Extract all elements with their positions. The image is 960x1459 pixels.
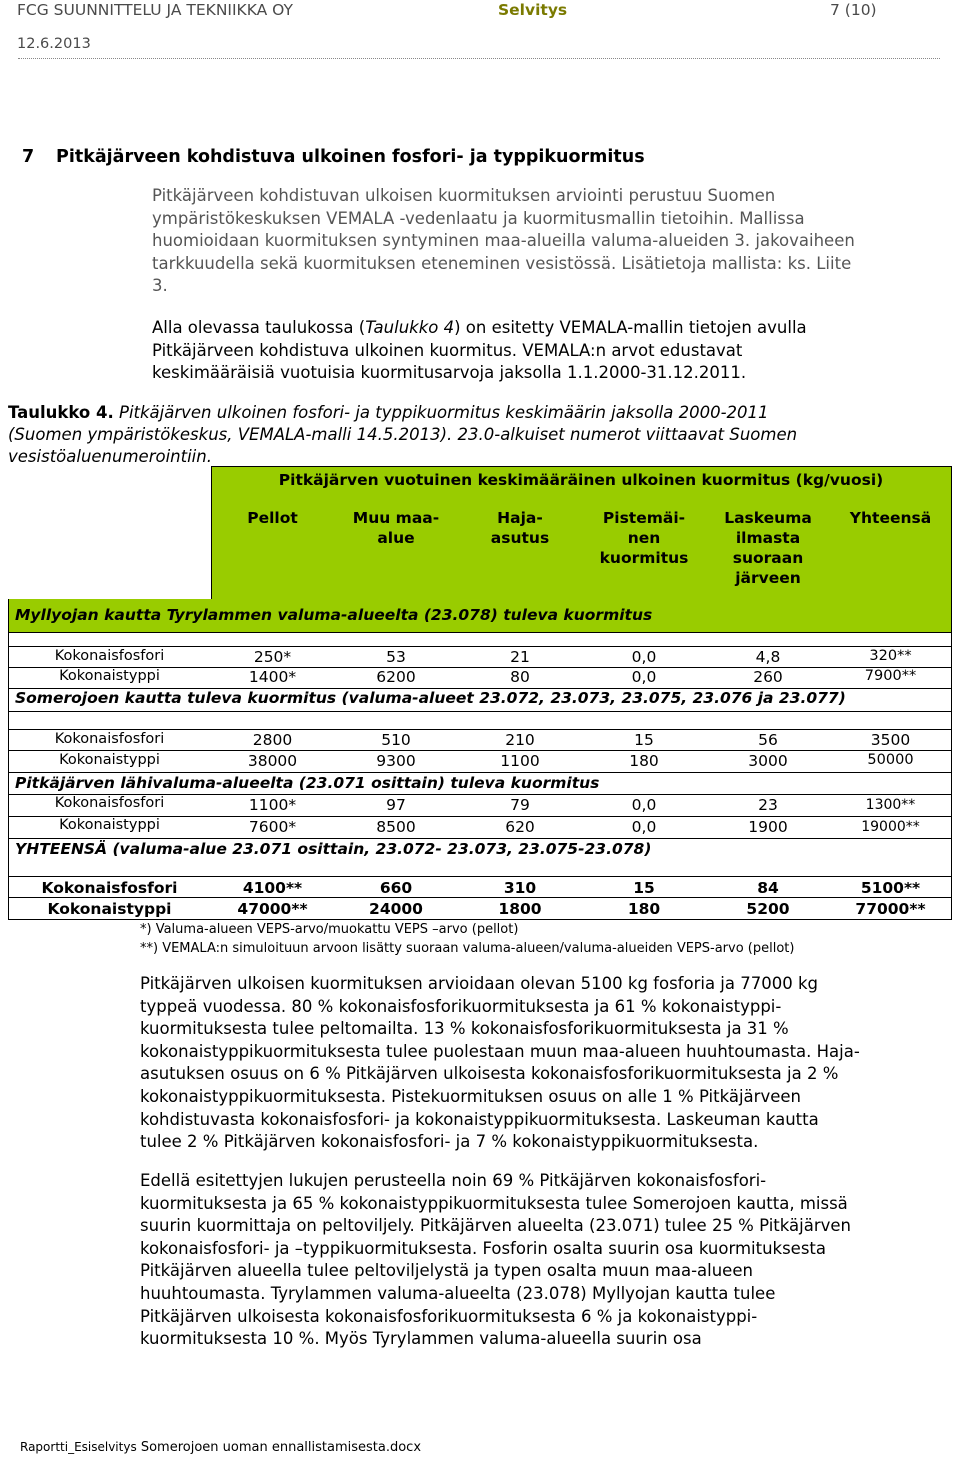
value-cell: 4100** (242, 879, 303, 897)
para3-line: kokonaistyppikuormituksesta tulee puolestaan muun maa-alueen huuhtoumasta. Haja- (140, 1041, 860, 1061)
value-cell: 1800 (498, 900, 542, 918)
value-cell: 9300 (376, 752, 416, 770)
section-number: 7 (22, 147, 35, 167)
intro-line: 3. (152, 276, 168, 295)
value-cell: 180 (629, 752, 659, 770)
footer-rest: Somerojoen uoman ennallistamisesta.docx (136, 1440, 422, 1455)
para3-line: kohdistuvasta kokonaisfosfori- ja kokonaistyppikuormituksesta. Laskeuman kautta (140, 1109, 819, 1129)
section-title: Pitkäjärveen kohdistuva ulkoinen fosfori- ja typpikuormitus (56, 147, 645, 167)
column-header-muu-maa-alue: Muu maa- alue (352, 509, 440, 547)
value-cell: 4,8 (755, 648, 781, 666)
header-company: FCG SUUNNITTELU JA TEKNIIKKA OY (17, 1, 293, 19)
intro-line: ympäristökeskuksen VEMALA -vedenlaatu ja kuormitusmallin tietoihin. Mallissa (152, 208, 805, 228)
footnote: *) Valuma-alueen VEPS-arvo/muokattu VEPS –arvo (pellot) (140, 922, 519, 937)
table-rule (8, 632, 952, 633)
footnote: **) VEMALA:n simuloituun arvoon lisätty suoraan valuma-alueen/valuma-alueiden VEPS-arvo (pellot) (140, 941, 795, 956)
table-rule (8, 897, 952, 898)
para2-text: Alla olevassa taulukossa ( (152, 318, 366, 337)
value-cell: 77000** (855, 900, 926, 918)
intro-paragraph (152, 185, 942, 298)
para3-line: typpeä vuodessa. 80 % kokonaisfosforikuormituksesta ja 61 % kokonaistyppi- (140, 996, 782, 1016)
para3-line: kuormituksesta tulee peltomailta. 13 % kokonaisfosforikuormituksesta ja 31 % (140, 1019, 789, 1039)
row-label: Kokonaisfosfori (54, 648, 165, 664)
row-label: Kokonaistyppi (59, 817, 160, 833)
row-label: Kokonaistyppi (47, 900, 172, 918)
table-rule (8, 772, 952, 773)
caption-text: vesistöaluenumerointiin. (8, 447, 212, 466)
value-cell: 1100* (248, 796, 297, 814)
table-rule (8, 711, 952, 712)
para4-line: Edellä esitettyjen lukujen perusteella noin 69 % Pitkäjärven kokonaisfosfori- (140, 1171, 767, 1190)
para4-line: suurin kuormittaja on peltoviljely. Pitkäjärven alueelta (23.071) tulee 25 % Pitkäjärven (140, 1216, 851, 1236)
value-cell: 38000 (247, 752, 298, 770)
para2-line: keskimääräisiä vuotuisia kuormitusarvoja jaksolla 1.1.2000-31.12.2011. (152, 363, 747, 382)
intro-line: huomioidaan kuormituksen syntyminen maa-alueilla valuma-alueiden 3. jakovaiheen (152, 231, 855, 250)
header-page-number: 7 (10) (830, 1, 877, 19)
caption-text: (Suomen ympäristökeskus, VEMALA-malli 14.5.2013). 23.0-alkuiset numerot viittaavat Suomen (8, 425, 798, 444)
section-heading-lahivaluma: Pitkäjärven lähivaluma-alueelta (23.071 osittain) tuleva kuormitus (15, 774, 600, 792)
column-header-laskeuma: Laskeuma ilmasta suoraan järveen (724, 509, 812, 587)
value-cell: 19000** (861, 819, 920, 835)
value-cell: 1300** (865, 797, 916, 813)
para4-line: kuormituksesta 10 %. Myös Tyrylammen valuma-alueella suurin osa (140, 1329, 702, 1349)
table-border (951, 466, 952, 920)
para4-line: Pitkäjärven ulkoisesta kokonaisfosforikuormituksesta 6 % ja kokonaistyppi- (140, 1306, 758, 1326)
column-header-pellot: Pellot (247, 509, 298, 527)
row-label: Kokonaistyppi (59, 668, 160, 684)
table-title: Pitkäjärven vuotuinen keskimääräinen ulkoinen kuormitus (kg/vuosi) (278, 471, 884, 489)
value-cell: 21 (510, 648, 530, 666)
table-intro-paragraph (152, 317, 942, 385)
value-cell: 5200 (746, 900, 790, 918)
value-cell: 210 (505, 731, 535, 749)
table-caption (8, 402, 948, 468)
load-table (8, 466, 952, 920)
table-rule (8, 876, 952, 877)
value-cell: 24000 (369, 900, 423, 918)
caption-text: Pitkäjärven ulkoinen fosfori- ja typpikuormitus keskimäärin jaksolla 2000-2011 (113, 403, 769, 422)
value-cell: 79 (510, 796, 530, 814)
value-cell: 84 (757, 879, 779, 897)
caption-label: Taulukko 4. (8, 403, 114, 422)
value-cell: 310 (503, 879, 537, 897)
column-header-pistemainen-kuormitus: Pistemäi- nen kuormitus (599, 509, 689, 567)
row-label: Kokonaisfosfori (54, 731, 165, 747)
conclusion-paragraph (140, 1170, 950, 1351)
value-cell: 50000 (867, 752, 914, 768)
intro-line: tarkkuudella sekä kuormituksen eteneminen vesistössä. Lisätietoja mallista: ks. Liite (152, 253, 852, 273)
header-doc-type: Selvitys (498, 1, 568, 19)
table-rule (8, 838, 952, 839)
value-cell: 320** (869, 648, 912, 664)
value-cell: 6200 (376, 668, 416, 686)
table-rule (8, 750, 952, 751)
value-cell: 1400* (248, 668, 297, 686)
table-rule (8, 646, 952, 647)
para2-text: ) on esitetty VEMALA-mallin tietojen avulla (454, 318, 807, 337)
value-cell: 2800 (252, 731, 293, 749)
value-cell: 620 (505, 818, 535, 836)
value-cell: 3000 (748, 752, 788, 770)
value-cell: 15 (633, 879, 655, 897)
value-cell: 53 (386, 648, 406, 666)
value-cell: 97 (386, 796, 406, 814)
header-rule (18, 58, 940, 59)
value-cell: 1900 (748, 818, 788, 836)
value-cell: 660 (379, 879, 413, 897)
para3-line: kokonaistyppikuormituksesta. Pistekuormituksen osuus on alle 1 % Pitkäjärveen (140, 1086, 801, 1106)
value-cell: 0,0 (631, 648, 657, 666)
para2-line (152, 317, 942, 340)
para4-line: kokonaisfosfori- ja –typpikuormituksesta. Fosforin osalta suurin osa kuormituksesta (140, 1238, 827, 1258)
row-label: Kokonaisfosfori (54, 795, 165, 811)
value-cell: 250* (253, 648, 292, 666)
section-heading-somerojoki: Somerojoen kautta tuleva kuormitus (valuma-alueet 23.072, 23.073, 23.075, 23.076 ja 23.077) (15, 689, 846, 707)
value-cell: 15 (634, 731, 654, 749)
value-cell: 3500 (870, 731, 911, 749)
value-cell: 8500 (376, 818, 416, 836)
column-header-yhteensa: Yhteensä (849, 509, 932, 527)
row-label: Kokonaisfosfori (41, 879, 178, 897)
row-label: Kokonaistyppi (59, 752, 160, 768)
table-rule (8, 729, 952, 730)
value-cell: 0,0 (631, 668, 657, 686)
intro-line: Pitkäjärveen kohdistuvan ulkoisen kuormituksen arviointi perustuu Suomen (152, 186, 776, 205)
para3-line: tulee 2 % Pitkäjärven kokonaisfosfori- ja 7 % kokonaistyppikuormituksesta. (140, 1132, 759, 1152)
value-cell: 0,0 (631, 796, 657, 814)
section-heading-yhteensa: YHTEENSÄ (valuma-alue 23.071 osittain, 23.072- 23.073, 23.075-23.078) (15, 840, 652, 858)
value-cell: 180 (627, 900, 661, 918)
value-cell: 7900** (864, 668, 917, 684)
footer-filename (20, 1440, 421, 1455)
column-header-haja-asutus: Haja- asutus (490, 509, 550, 547)
footer-prefix: Raportti_Esiselvitys (20, 1440, 137, 1454)
table-border (211, 466, 951, 467)
summary-paragraph (140, 973, 950, 1154)
value-cell: 0,0 (631, 818, 657, 836)
para2-line: Pitkäjärveen kohdistuva ulkoinen kuormitus. VEMALA:n arvot edustavat (152, 340, 743, 360)
value-cell: 7600* (248, 818, 297, 836)
value-cell: 1100 (500, 752, 540, 770)
value-cell: 47000** (237, 900, 308, 918)
para4-line: Pitkäjärven alueella tulee peltoviljelystä ja typen osalta muun maa-alueen (140, 1261, 753, 1281)
table-reference-link: Taulukko 4 (365, 318, 455, 337)
para4-line: kuormituksesta ja 65 % kokonaistyppikuormituksesta tulee Somerojoen kautta, missä (140, 1193, 848, 1213)
value-cell: 5100** (860, 879, 921, 897)
value-cell: 510 (381, 731, 411, 749)
para3-line: Pitkäjärven ulkoisen kuormituksen arvioidaan olevan 5100 kg fosforia ja 77000 kg (140, 974, 819, 993)
section-heading-myllyoja: Myllyojan kautta Tyrylammen valuma-alueelta (23.078) tuleva kuormitus (15, 606, 653, 624)
para4-line: huuhtoumasta. Tyrylammen valuma-alueelta (23.078) Myllyojan kautta tulee (140, 1283, 776, 1303)
value-cell: 260 (753, 668, 783, 686)
header-date: 12.6.2013 (17, 36, 91, 52)
para3-line: asutuksen osuus on 6 % Pitkäjärven ulkoisesta kokonaisfosforikuormituksesta ja 2 % (140, 1064, 839, 1084)
value-cell: 23 (758, 796, 778, 814)
value-cell: 80 (510, 668, 530, 686)
value-cell: 56 (758, 731, 778, 749)
table-footnotes (140, 920, 950, 958)
